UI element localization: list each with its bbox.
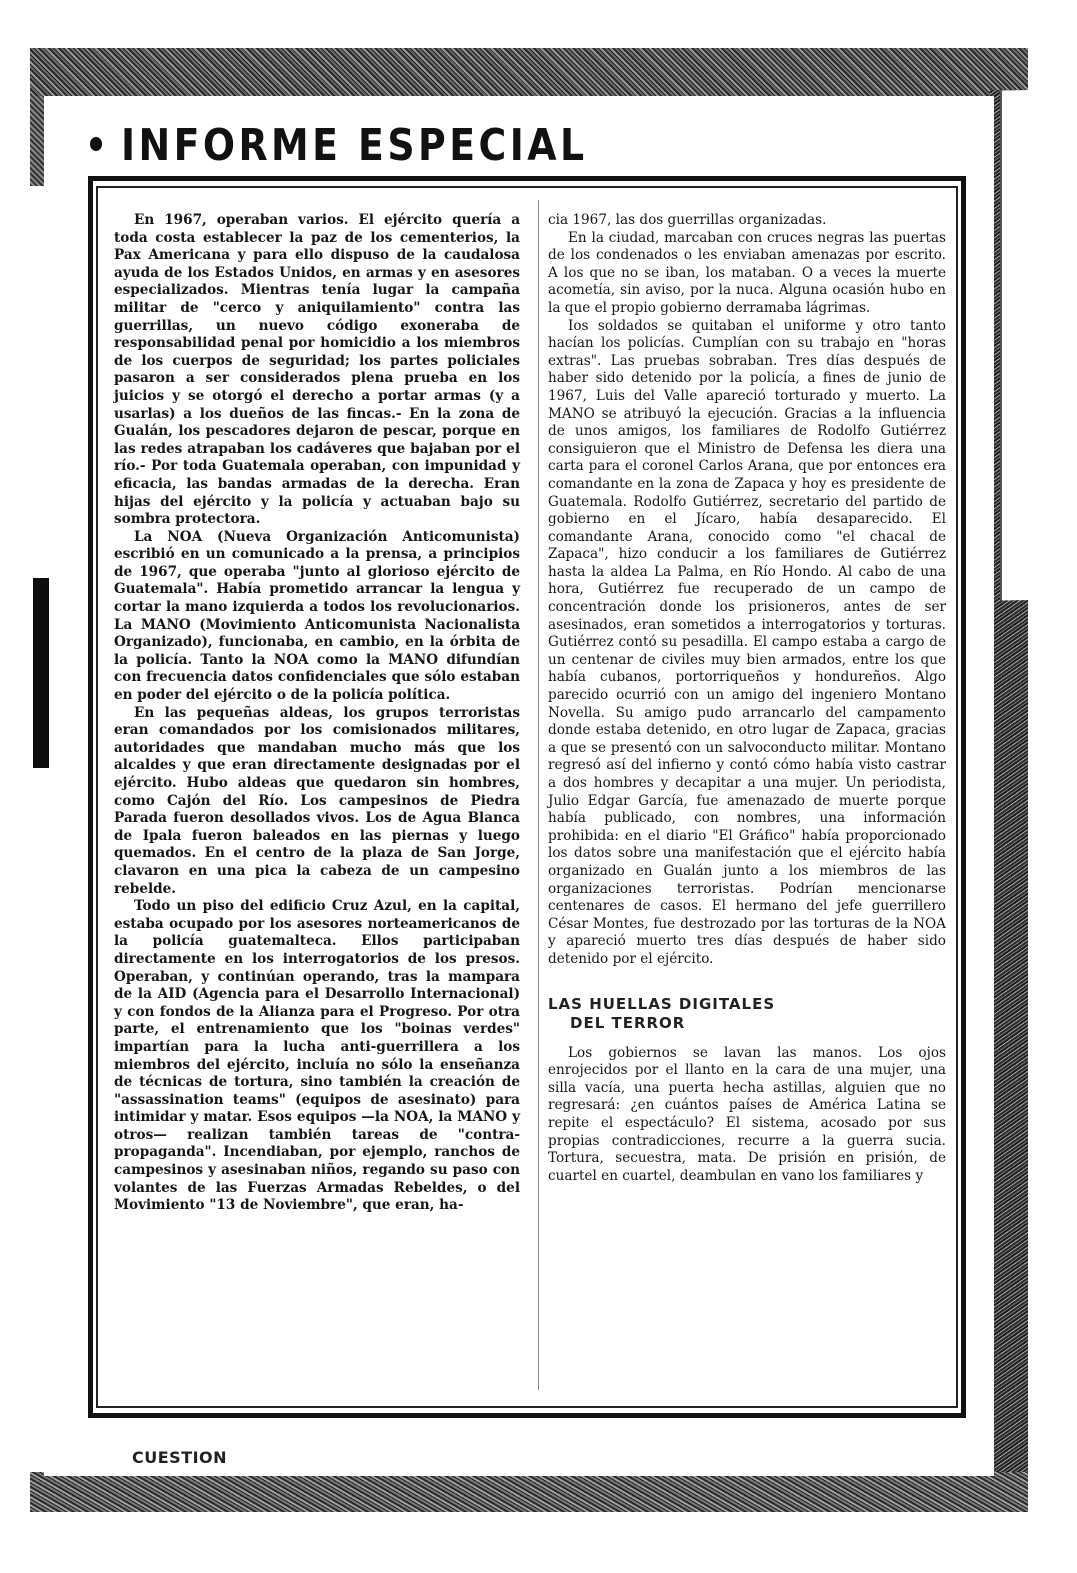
subheading-line: LAS HUELLAS DIGITALES: [548, 994, 776, 1013]
paragraph: Los gobiernos se lavan las manos. Los ojos enrojecidos por el llanto en la cara de una mujer, una silla vacía, una puerta hecha astillas, alguien que no regresará: ¿en cuántos países de América Latina se repite el espectáculo? El sistema, acosado por sus propias contradicciones, recurre a la guerra sucia. Tortura, secuestra, mata. De prisión en prisión, de cuartel en cuartel, deambulan en vano los familiares y: [548, 1044, 946, 1184]
scan-flap: [1000, 89, 1062, 600]
subheading-line: DEL TERROR: [570, 1013, 686, 1032]
paragraph: En 1967, operaban varios. El ejército quería a toda costa establecer la paz de los cementerios, la Pax Americana y para ello dispuso de la caudalosa ayuda de los Estados Unidos, en armas y en asesores especializados. Mientras tenía lugar la campaña militar de "cerco y aniquilamiento" contra las guerrillas, un nuevo código exoneraba de responsabilidad penal por homicidio a los miembros de los cuerpos de seguridad; los partes policiales pasaron a ser considerados plena prueba en los juicios y se otorgó el derecho a portar armas (y a usarlas) a los dueños de las fincas.- En la zona de Gualán, los pescadores dejaron de pescar, porque en las redes atrapaban los cadáveres que bajaban por el río.- Por toda Guatemala operaban, con impunidad y eficacia, las bandas armadas de la derecha. Eran hijas del ejército y la policía y actuaban bajo su sombra protectora.: [114, 212, 520, 528]
scan-edge-bottom: [30, 1472, 1028, 1512]
section-title: INFORME ESPECIAL: [120, 120, 588, 171]
publication-footer: CUESTION: [132, 1448, 228, 1467]
column-divider: [538, 200, 539, 1390]
subheading: [548, 995, 946, 1033]
paragraph: Ios soldados se quitaban el uniforme y otro tanto hacían los policías. Cumplían con su trabajo en "horas extras". Las pruebas sobraban. Tres días después de haber sido detenido por la policía, a fines de junio de 1967, Luis del Valle apareció torturado y muerto. La MANO se atribuyó la ejecución. Gracias a la influencia de unos amigos, los familiares de Rodolfo Gutiérrez consiguieron que el Ministro de Defensa les diera una carta para el coronel Carlos Arana, que por entonces era comandante en la zona de Zapaca y hoy es presidente de Guatemala. Rodolfo Gutiérrez, secretario del partido de gobierno en el Jícaro, había desaparecido. El comandante Arana, conocido como "el chacal de Zapaca", hizo conducir a los familiares de Gutiérrez hasta la aldea La Palma, en Río Hondo. Al cabo de una hora, Gutiérrez fue recuperado de un campo de concentración donde los prisioneros, antes de ser asesinados, eran sometidos a interrogatorios y torturas. Gutiérrez contó su pesadilla. El campo estaba a cargo de un centenar de civiles muy bien armados, entre los que había cubanos, portorriqueños y hondureños. Algo parecido ocurrió con un amigo del ingeniero Montano Novella. Su amigo pudo arrancarlo del campamento donde estaba detenido, en otro lugar de Zapaca, gracias a que se presentó con un salvoconducto militar. Montano regresó así del infierno y contó cómo había visto castrar a dos hombres y decapitar a una mujer. Un periodista, Julio Edgar García, fue amenazado de muerte porque había publicado, con nombres, una información prohibida: en el diario "El Gráfico" había proporcionado los datos sobre una manifestación que el ejército había organizado en Gualán junto a los miembros de las organizaciones terroristas. Podrían mencionarse centenares de casos. El hermano del jefe guerrillero César Montes, fue destrozado por las torturas de la NOA y apareció muerto tres días después de haber sido detenido por el ejército.: [548, 317, 946, 967]
margin-bar: [33, 578, 49, 768]
section-headline: [90, 120, 588, 171]
paragraph: La NOA (Nueva Organización Anticomunista) escribió en un comunicado a la prensa, a principios de 1967, que operaba "junto al glorioso ejército de Guatemala". Había prometido arrancar la lengua y cortar la mano izquierda a todos los revolucionarios. La MANO (Movimiento Anticomunista Nacionalista Organizado), funcionaba, en cambio, en la órbita de la policía. Tanto la NOA como la MANO difundían con frecuencia datos confidenciales que sólo estaban en poder del ejército o de la policía política.: [114, 528, 520, 704]
paragraph: Todo un piso del edificio Cruz Azul, en la capital, estaba ocupado por los asesores norteamericanos de la policía guatemalteca. Ellos participaban directamente en los interrogatorios de los presos. Operaban, y continúan operando, tras la mampara de la AID (Agencia para el Desarrollo Internacional) y con fondos de la Alianza para el Progreso. Por otra parte, el entrenamiento que los "boinas verdes" impartían para la lucha anti-guerrillera a los miembros del ejército, incluía no sólo la enseñanza de técnicas de tortura, sino también la creación de "assassination teams" (equipos de asesinato) para intimidar y matar. Esos equipos —la NOA, la MANO y otros— realizan también tareas de "contra-propaganda". Incendiaban, por ejemplo, ranchos de campesinos y asesinaban niños, regando su paso con volantes de las Fuerzas Armadas Rebeldes, o del Movimiento "13 de Noviembre", que eran, ha-: [114, 898, 520, 1214]
article-column-right: [548, 212, 946, 1185]
scan-edge-left: [30, 96, 44, 186]
paragraph: En la ciudad, marcaban con cruces negras las puertas de los condenados o les enviaban amenazas por escrito. A los que no se iban, los mataban. O a veces la muerte acometía, sin aviso, por la nuca. Alguna ocasión hubo en la que el propio gobierno derramaba lágrimas.: [548, 229, 946, 316]
scan-edge-top: [30, 48, 1028, 100]
paragraph-continuation: cia 1967, las dos guerrillas organizadas.: [548, 212, 827, 228]
bullet-icon: [90, 137, 102, 151]
paragraph: En las pequeñas aldeas, los grupos terroristas eran comandados por los comisionados militares, autoridades que mandaban mucho más que los alcaldes y que eran directamente designadas por el ejército. Hubo aldeas que quedaron sin hombres, como Cajón del Río. Los campesinos de Piedra Parada fueron desollados vivos. Los de Agua Blanca de Ipala fueron baleados en las piernas y luego quemados. En el centro de la plaza de San Jorge, clavaron en una pica la cabeza de un campesino rebelde.: [114, 704, 520, 897]
article-column-left: [114, 212, 520, 1215]
